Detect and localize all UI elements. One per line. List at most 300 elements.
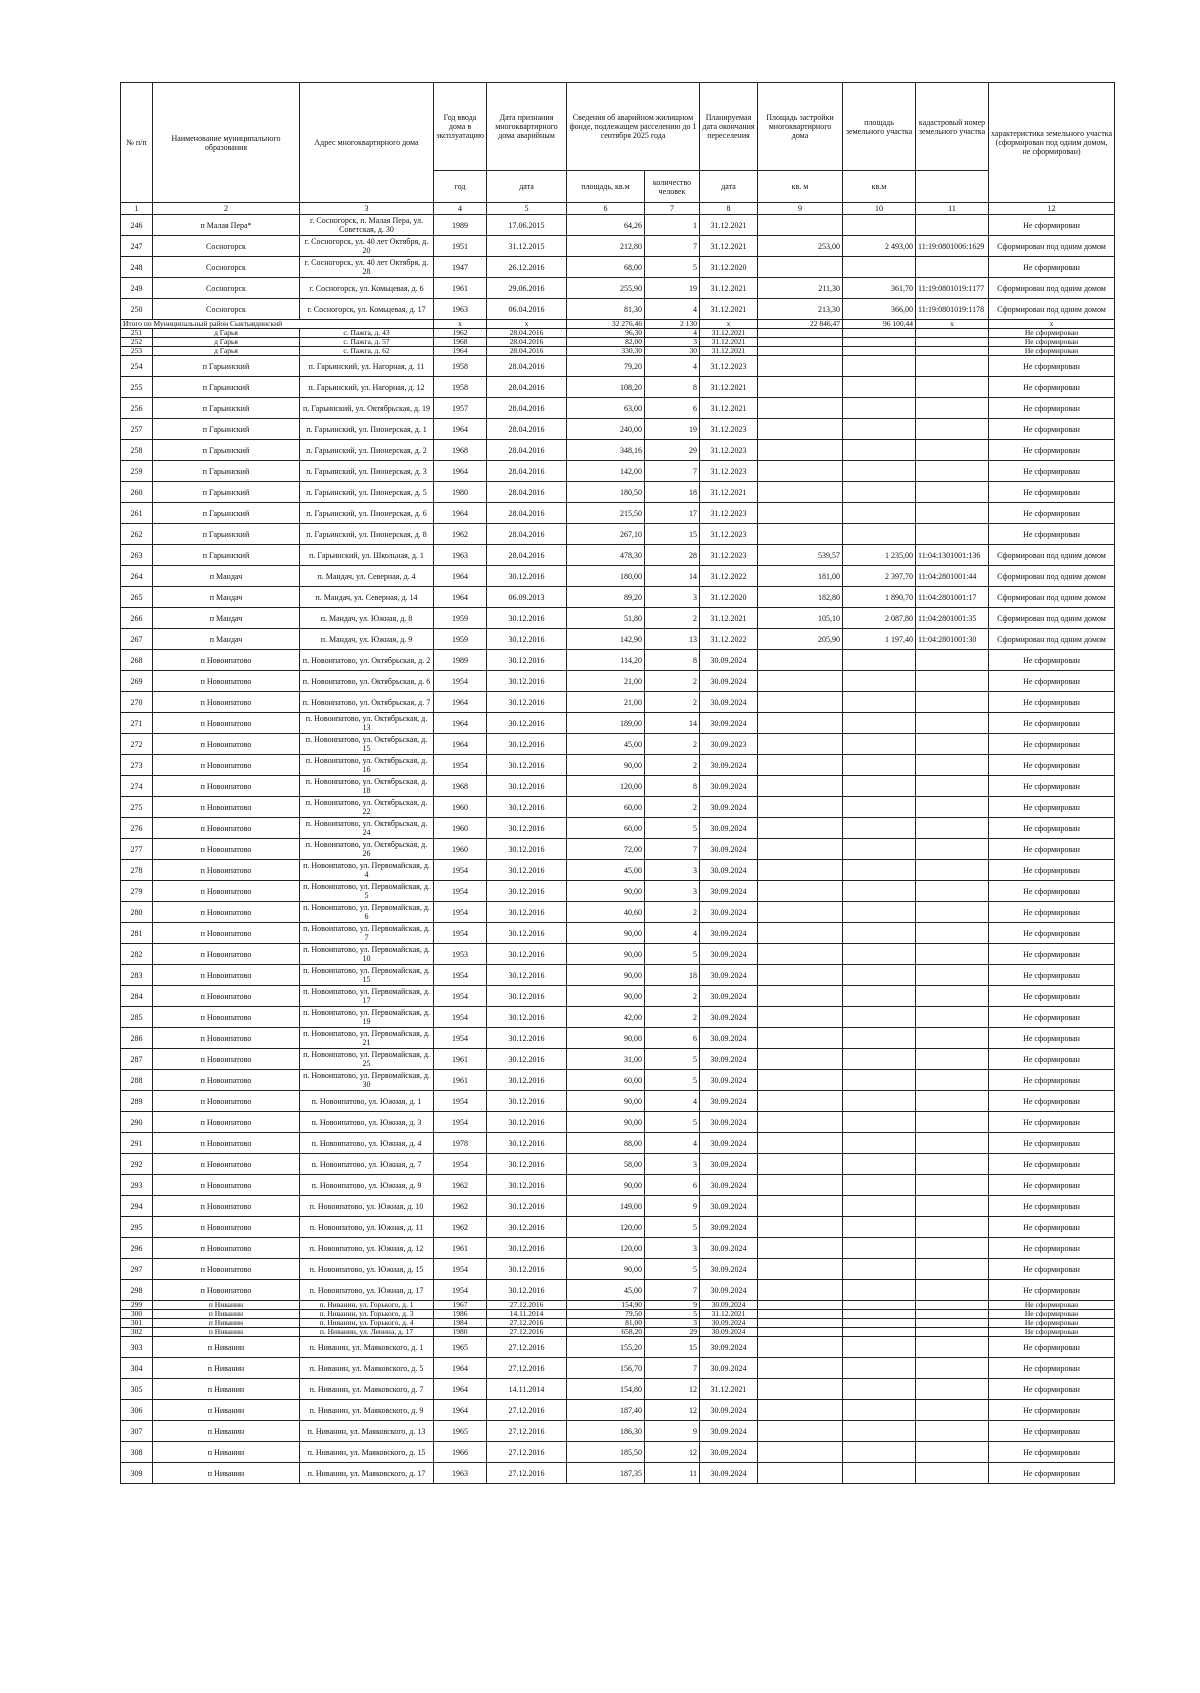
municipality-cell: п Гарьинский (153, 398, 300, 419)
building-area-cell (758, 692, 843, 713)
building-area-cell (758, 503, 843, 524)
planned-end-cell: 31.12.2020 (700, 587, 758, 608)
row-number: 265 (121, 587, 153, 608)
table-row (121, 1007, 1115, 1028)
people-count-cell: 4 (645, 299, 700, 320)
area-cell: 154,90 (567, 1301, 645, 1310)
table-row (121, 608, 1115, 629)
land-area-cell (843, 1070, 916, 1091)
people-count-cell: 29 (645, 440, 700, 461)
land-area-cell (843, 839, 916, 860)
municipality-cell: п Новоипатово (153, 1070, 300, 1091)
area-cell: 142,00 (567, 461, 645, 482)
people-count-cell: 3 (645, 1154, 700, 1175)
area-cell: 187,35 (567, 1463, 645, 1484)
land-status-cell: Не сформирован (989, 692, 1115, 713)
table-row (121, 1091, 1115, 1112)
land-area-cell (843, 1217, 916, 1238)
row-number: 264 (121, 566, 153, 587)
emergency-date-cell: 28.04.2016 (487, 338, 567, 347)
land-area-cell (843, 776, 916, 797)
people-count-cell: 5 (645, 257, 700, 278)
municipality-cell: п Ниванин (153, 1442, 300, 1463)
municipality-cell: п Мандач (153, 629, 300, 650)
emergency-date-cell: 14.11.2014 (487, 1310, 567, 1319)
row-number: 271 (121, 713, 153, 734)
planned-end-cell: 30.09.2024 (700, 965, 758, 986)
municipality-cell: п Гарьинский (153, 524, 300, 545)
address-cell: п. Мандач, ул. Северная, д. 14 (300, 587, 434, 608)
people-count-cell: 5 (645, 1070, 700, 1091)
address-cell: г. Сосногорск, ул. 40 лет Октября, д. 28 (300, 257, 434, 278)
land-status-cell: Не сформирован (989, 482, 1115, 503)
row-number: 303 (121, 1337, 153, 1358)
emergency-date-cell: 28.04.2016 (487, 503, 567, 524)
planned-end-cell: 30.09.2024 (700, 1280, 758, 1301)
row-number: 270 (121, 692, 153, 713)
address-cell: п. Ниванин, ул. Горького, д. 4 (300, 1319, 434, 1328)
building-area-cell (758, 1463, 843, 1484)
emergency-date-cell: 30.12.2016 (487, 944, 567, 965)
cadastral-number-cell (916, 1301, 989, 1310)
table-row (121, 587, 1115, 608)
year-built-cell: 1968 (434, 338, 487, 347)
land-status-cell: Сформирован под одним домом (989, 566, 1115, 587)
column-number: 3 (300, 203, 434, 215)
planned-end-cell: 30.09.2024 (700, 1091, 758, 1112)
row-number: 296 (121, 1238, 153, 1259)
cadastral-number-cell (916, 755, 989, 776)
land-status-cell: Не сформирован (989, 860, 1115, 881)
address-cell: п. Ниванин, ул. Горького, д. 1 (300, 1301, 434, 1310)
address-cell: п. Гарьинский, ул. Школьная, д. 1 (300, 545, 434, 566)
land-status-cell: Не сформирован (989, 1028, 1115, 1049)
table-row (121, 734, 1115, 755)
row-number: 276 (121, 818, 153, 839)
people-count-cell: 4 (645, 1091, 700, 1112)
planned-end-cell: 30.09.2024 (700, 1112, 758, 1133)
address-cell: п. Новоипатово, ул. Первомайская, д. 15 (300, 965, 434, 986)
row-number: 290 (121, 1112, 153, 1133)
municipality-cell: п Гарьинский (153, 440, 300, 461)
people-count-cell: 2 (645, 902, 700, 923)
planned-end-cell: 31.12.2021 (700, 215, 758, 236)
municipality-cell: п Новоипатово (153, 1133, 300, 1154)
table-row (121, 755, 1115, 776)
building-area-cell (758, 347, 843, 356)
building-area-cell (758, 650, 843, 671)
table-row (121, 881, 1115, 902)
land-area-cell (843, 1112, 916, 1133)
area-cell: 60,00 (567, 818, 645, 839)
year-built-cell: 1962 (434, 329, 487, 338)
header-date-emergency: Дата признания многоквартирного дома аварийным (487, 83, 567, 171)
emergency-date-cell: 30.12.2016 (487, 1196, 567, 1217)
land-area-cell (843, 482, 916, 503)
column-number: 11 (916, 203, 989, 215)
planned-end-cell: 31.12.2021 (700, 398, 758, 419)
land-status-cell: Не сформирован (989, 1328, 1115, 1337)
address-cell: п. Новоипатово, ул. Южная, д. 3 (300, 1112, 434, 1133)
address-cell: с. Пажга, д. 57 (300, 338, 434, 347)
cadastral-number-cell (916, 1007, 989, 1028)
municipality-cell: п Ниванин (153, 1400, 300, 1421)
planned-end-cell: 30.09.2024 (700, 650, 758, 671)
emergency-date-cell: 30.12.2016 (487, 1133, 567, 1154)
year-built-cell: 1954 (434, 755, 487, 776)
emergency-date-cell: 30.12.2016 (487, 692, 567, 713)
planned-end-cell: 31.12.2023 (700, 545, 758, 566)
cadastral-number-cell (916, 1421, 989, 1442)
address-cell: с. Пажга, д. 62 (300, 347, 434, 356)
emergency-date-cell: 27.12.2016 (487, 1463, 567, 1484)
cadastral-number-cell (916, 482, 989, 503)
row-number: 247 (121, 236, 153, 257)
year-built-cell: 1964 (434, 566, 487, 587)
area-cell: 89,20 (567, 587, 645, 608)
emergency-date-cell: 30.12.2016 (487, 1112, 567, 1133)
land-status-cell: Не сформирован (989, 923, 1115, 944)
land-status-cell: Не сформирован (989, 881, 1115, 902)
land-area-cell (843, 215, 916, 236)
planned-end-cell: 30.09.2024 (700, 671, 758, 692)
row-number: 252 (121, 338, 153, 347)
land-status-cell: Не сформирован (989, 356, 1115, 377)
table-row (121, 1328, 1115, 1337)
table-row (121, 461, 1115, 482)
row-number: 289 (121, 1091, 153, 1112)
people-count-cell: 3 (645, 338, 700, 347)
people-count-cell: 5 (645, 1217, 700, 1238)
land-status-cell: Не сформирован (989, 986, 1115, 1007)
year-built-cell: 1964 (434, 713, 487, 734)
land-area-cell (843, 1337, 916, 1358)
year-built-cell: 1959 (434, 608, 487, 629)
cadastral-number-cell: 11:04:2801001:35 (916, 608, 989, 629)
address-cell: п. Гарьинский, ул. Октябрьская, д. 19 (300, 398, 434, 419)
cadastral-number-cell (916, 692, 989, 713)
cadastral-number-cell (916, 1133, 989, 1154)
planned-end-cell: 31.12.2021 (700, 338, 758, 347)
building-area-cell (758, 419, 843, 440)
planned-end-cell: 30.09.2024 (700, 713, 758, 734)
year-built-cell: 1978 (434, 1133, 487, 1154)
column-number: 5 (487, 203, 567, 215)
planned-end-cell: 30.09.2024 (700, 1400, 758, 1421)
year-built-cell: 1963 (434, 1463, 487, 1484)
year-built-cell: 1951 (434, 236, 487, 257)
year-built-cell: 1967 (434, 1301, 487, 1310)
row-number: 268 (121, 650, 153, 671)
table-row (121, 482, 1115, 503)
area-cell: 21,00 (567, 692, 645, 713)
building-area-cell (758, 1238, 843, 1259)
planned-end-cell: 30.09.2024 (700, 1070, 758, 1091)
building-area-cell (758, 356, 843, 377)
emergency-date-cell: 30.12.2016 (487, 608, 567, 629)
area-cell: 79,50 (567, 1310, 645, 1319)
land-area-cell (843, 713, 916, 734)
people-count-cell: 12 (645, 1379, 700, 1400)
people-count-cell: 5 (645, 944, 700, 965)
planned-end-cell: 30.09.2024 (700, 1028, 758, 1049)
land-status-cell: Не сформирован (989, 1358, 1115, 1379)
table-row (121, 1238, 1115, 1259)
header-year-built: Год ввода дома в эксплуатацию (434, 83, 487, 171)
year-built-cell: 1954 (434, 860, 487, 881)
municipality-cell: п Новоипатово (153, 1154, 300, 1175)
land-status-cell: Не сформирован (989, 902, 1115, 923)
emergency-date-cell: 30.12.2016 (487, 902, 567, 923)
area-cell: 478,30 (567, 545, 645, 566)
planned-end-cell: 31.12.2023 (700, 356, 758, 377)
people-count-cell: 2 (645, 755, 700, 776)
year-built-cell: 1962 (434, 1196, 487, 1217)
table-row (121, 1463, 1115, 1484)
emergency-date-cell: 30.12.2016 (487, 923, 567, 944)
land-area-cell (843, 1091, 916, 1112)
area-cell: 186,30 (567, 1421, 645, 1442)
planned-end-cell: 31.12.2023 (700, 461, 758, 482)
building-area-cell (758, 1196, 843, 1217)
building-area-cell (758, 965, 843, 986)
planned-end-cell: 31.12.2021 (700, 236, 758, 257)
land-status-cell: Не сформирован (989, 839, 1115, 860)
row-number: 259 (121, 461, 153, 482)
land-status-cell: Не сформирован (989, 1112, 1115, 1133)
year-built-cell: 1968 (434, 776, 487, 797)
area-cell: 90,00 (567, 1112, 645, 1133)
cadastral-number-cell (916, 881, 989, 902)
area-cell: 189,00 (567, 713, 645, 734)
year-built-cell: 1968 (434, 440, 487, 461)
emergency-date-cell: 06.04.2016 (487, 299, 567, 320)
table-row (121, 419, 1115, 440)
building-area-cell: 253,00 (758, 236, 843, 257)
cadastral-number-cell (916, 377, 989, 398)
land-status-cell: Не сформирован (989, 329, 1115, 338)
people-count-cell: 2 (645, 797, 700, 818)
column-number: 1 (121, 203, 153, 215)
area-cell: 88,00 (567, 1133, 645, 1154)
table-row (121, 377, 1115, 398)
row-number: 282 (121, 944, 153, 965)
land-area-cell (843, 734, 916, 755)
planned-end-cell: 30.09.2024 (700, 986, 758, 1007)
address-cell: п. Ниванин, ул. Маяковского, д. 9 (300, 1400, 434, 1421)
year-built-cell: 1954 (434, 965, 487, 986)
planned-end-cell: 30.09.2024 (700, 1154, 758, 1175)
year-built-cell: 1954 (434, 1154, 487, 1175)
municipality-cell: Сосногорск (153, 278, 300, 299)
planned-end-cell: 30.09.2024 (700, 797, 758, 818)
row-number: 272 (121, 734, 153, 755)
municipality-cell: п Новоипатово (153, 797, 300, 818)
people-count-cell: 5 (645, 1310, 700, 1319)
cadastral-number-cell: 11:04:2801001:44 (916, 566, 989, 587)
municipality-cell: Сосногорск (153, 236, 300, 257)
land-status-cell: Не сформирован (989, 734, 1115, 755)
address-cell: п. Гарьинский, ул. Пионерская, д. 1 (300, 419, 434, 440)
subheader-people: количество человек (645, 171, 700, 203)
land-status-cell: Не сформирован (989, 1259, 1115, 1280)
table-row (121, 1358, 1115, 1379)
land-status-cell: Не сформирован (989, 1337, 1115, 1358)
planned-end-cell: 31.12.2021 (700, 377, 758, 398)
land-area-cell (843, 650, 916, 671)
land-status-cell: Не сформирован (989, 965, 1115, 986)
area-cell: 40,60 (567, 902, 645, 923)
building-area-cell (758, 1028, 843, 1049)
table-row (121, 257, 1115, 278)
municipality-cell: п Ниванин (153, 1463, 300, 1484)
land-area-cell (843, 797, 916, 818)
emergency-date-cell: 30.12.2016 (487, 1007, 567, 1028)
planned-end-cell: 30.09.2024 (700, 1358, 758, 1379)
people-count-cell: 17 (645, 503, 700, 524)
building-area-cell (758, 797, 843, 818)
area-cell: 120,00 (567, 1217, 645, 1238)
emergency-date-cell: 30.12.2016 (487, 1217, 567, 1238)
subheader-cadastral-empty (916, 171, 989, 203)
building-area-cell (758, 1301, 843, 1310)
building-area-cell (758, 1154, 843, 1175)
table-row (121, 347, 1115, 356)
area-cell: 58,00 (567, 1154, 645, 1175)
cadastral-number-cell (916, 713, 989, 734)
building-area-cell (758, 377, 843, 398)
planned-end-cell: 30.09.2024 (700, 776, 758, 797)
municipality-cell: п Новоипатово (153, 713, 300, 734)
municipality-cell: п Новоипатово (153, 1280, 300, 1301)
land-area-cell (843, 440, 916, 461)
year-built-cell: 1954 (434, 881, 487, 902)
area-cell: 90,00 (567, 1259, 645, 1280)
emergency-date-cell: 30.12.2016 (487, 1070, 567, 1091)
land-status-cell: Не сформирован (989, 797, 1115, 818)
row-number: 304 (121, 1358, 153, 1379)
cadastral-number-cell (916, 1337, 989, 1358)
planned-end-cell: 30.09.2024 (700, 923, 758, 944)
people-count-cell: 5 (645, 1049, 700, 1070)
cadastral-number-cell (916, 440, 989, 461)
area-cell: 658,20 (567, 1328, 645, 1337)
table-row (121, 1133, 1115, 1154)
emergency-date-cell: 28.04.2016 (487, 545, 567, 566)
address-cell: п. Новоипатово, ул. Южная, д. 7 (300, 1154, 434, 1175)
emergency-date-cell: 28.04.2016 (487, 377, 567, 398)
land-status-cell: Не сформирован (989, 650, 1115, 671)
planned-end-cell: 31.12.2021 (700, 482, 758, 503)
emergency-date-cell: 30.12.2016 (487, 860, 567, 881)
row-number: 299 (121, 1301, 153, 1310)
building-area-cell (758, 776, 843, 797)
land-status-cell: Не сформирован (989, 503, 1115, 524)
address-cell: п. Новоипатово, ул. Октябрьская, д. 18 (300, 776, 434, 797)
address-cell: п. Новоипатово, ул. Первомайская, д. 4 (300, 860, 434, 881)
emergency-date-cell: 27.12.2016 (487, 1328, 567, 1337)
municipality-cell: п Новоипатово (153, 1259, 300, 1280)
subheader-date: дата (487, 171, 567, 203)
address-cell: п. Гарьинский, ул. Нагорная, д. 12 (300, 377, 434, 398)
area-cell: 42,00 (567, 1007, 645, 1028)
year-built-cell: 1961 (434, 1049, 487, 1070)
area-cell: 79,20 (567, 356, 645, 377)
year-built-cell: 1962 (434, 1175, 487, 1196)
people-count-cell: 3 (645, 881, 700, 902)
year-built-cell: 1964 (434, 347, 487, 356)
subheader-land-area-unit: кв.м (843, 171, 916, 203)
table-row (121, 923, 1115, 944)
year-built-cell: 1954 (434, 986, 487, 1007)
emergency-date-cell: 29.06.2016 (487, 278, 567, 299)
land-area-cell (843, 257, 916, 278)
land-status-cell: Не сформирован (989, 944, 1115, 965)
cadastral-number-cell (916, 902, 989, 923)
land-area-cell (843, 965, 916, 986)
cadastral-number-cell (916, 356, 989, 377)
people-count-cell: 3 (645, 860, 700, 881)
land-area-cell: 2 087,80 (843, 608, 916, 629)
land-status-cell: Не сформирован (989, 818, 1115, 839)
emergency-date-cell: 27.12.2016 (487, 1337, 567, 1358)
address-cell: п. Новоипатово, ул. Первомайская, д. 19 (300, 1007, 434, 1028)
year-built-cell: 1959 (434, 629, 487, 650)
land-status-cell: Не сформирован (989, 257, 1115, 278)
emergency-housing-table (120, 82, 1115, 1484)
row-number: 251 (121, 329, 153, 338)
people-count-cell: 8 (645, 776, 700, 797)
cadastral-number-cell: 11:04:2801001:30 (916, 629, 989, 650)
year-built-cell: 1954 (434, 1028, 487, 1049)
land-area-cell (843, 1175, 916, 1196)
address-cell: п. Новоипатово, ул. Октябрьская, д. 16 (300, 755, 434, 776)
address-cell: п. Новоипатово, ул. Южная, д. 11 (300, 1217, 434, 1238)
address-cell: п. Гарьинский, ул. Пионерская, д. 2 (300, 440, 434, 461)
planned-end-cell: 31.12.2023 (700, 503, 758, 524)
year-built-cell: 1964 (434, 461, 487, 482)
cadastral-number-cell (916, 1091, 989, 1112)
cadastral-number-cell (916, 1175, 989, 1196)
table-row (121, 524, 1115, 545)
municipality-cell: п Новоипатово (153, 1028, 300, 1049)
people-count-cell: 2 (645, 671, 700, 692)
table-row (121, 1154, 1115, 1175)
cadastral-number-cell (916, 860, 989, 881)
people-count-cell: 13 (645, 629, 700, 650)
municipality-cell: п Новоипатово (153, 1196, 300, 1217)
land-status-cell: Не сформирован (989, 1280, 1115, 1301)
land-area-cell (843, 818, 916, 839)
people-count-cell: 7 (645, 236, 700, 257)
cadastral-number-cell (916, 1442, 989, 1463)
address-cell: п. Мандач, ул. Южная, д. 9 (300, 629, 434, 650)
year-built-cell: 1958 (434, 377, 487, 398)
emergency-date-cell: 27.12.2016 (487, 1400, 567, 1421)
people-count-cell: 18 (645, 965, 700, 986)
table-row (121, 1301, 1115, 1310)
cadastral-number-cell: 11:19:0801019:1177 (916, 278, 989, 299)
emergency-date-cell: 30.12.2016 (487, 1091, 567, 1112)
municipality-cell: п Ниванин (153, 1310, 300, 1319)
land-area-cell (843, 1358, 916, 1379)
planned-end-cell: 30.09.2024 (700, 881, 758, 902)
planned-end-cell: 30.09.2024 (700, 902, 758, 923)
building-area-cell: 539,57 (758, 545, 843, 566)
planned-end-cell: 31.12.2022 (700, 629, 758, 650)
building-area-cell (758, 713, 843, 734)
cadastral-number-cell (916, 923, 989, 944)
